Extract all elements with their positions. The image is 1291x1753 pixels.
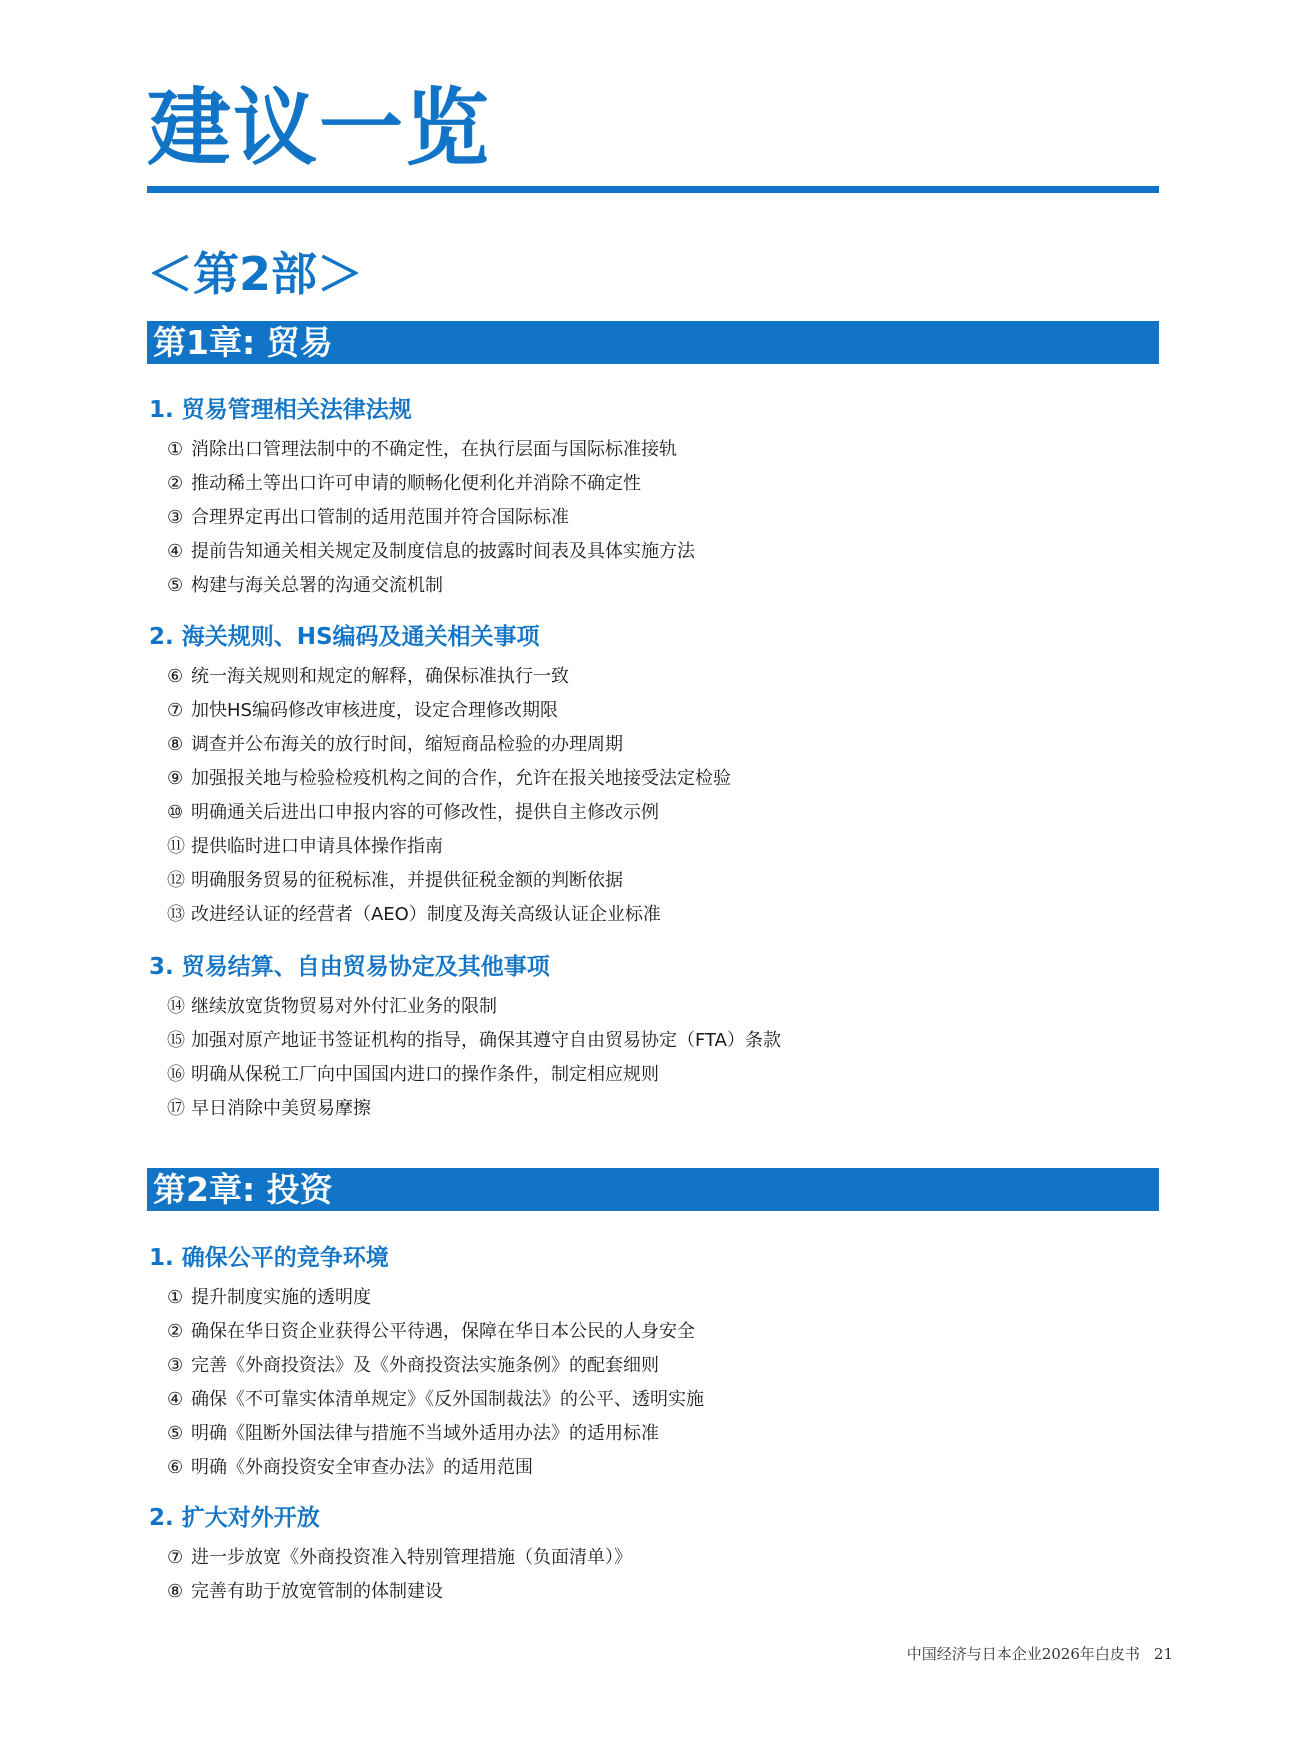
page-number: 21	[1153, 1645, 1173, 1663]
item-number: ⑬	[167, 904, 185, 925]
item-text: 改进经认证的经营者（AEO）制度及海关高级认证企业标准	[191, 904, 661, 925]
item-number: ⑩	[167, 802, 184, 823]
list-item	[167, 501, 695, 535]
list-item	[167, 1058, 781, 1092]
item-text: 明确从保税工厂向中国国内进口的操作条件，制定相应规则	[191, 1064, 659, 1085]
section-title: 1. 贸易管理相关法律法规	[149, 397, 412, 423]
chapter-1-banner	[147, 321, 1159, 364]
item-text: 继续放宽货物贸易对外付汇业务的限制	[191, 996, 497, 1017]
list-item	[167, 1024, 781, 1058]
item-number: ⑰	[167, 1098, 185, 1119]
list-item	[167, 796, 731, 830]
chapter-2-section-2	[149, 1503, 632, 1609]
list-item	[167, 694, 731, 728]
item-number: ⑧	[167, 1581, 184, 1602]
list-item	[167, 762, 731, 796]
publication-title: 中国经济与日本企业2026年白皮书	[906, 1645, 1140, 1663]
chapter-2-title: 第2章: 投资	[153, 1170, 333, 1209]
item-text: 明确通关后进出口申报内容的可修改性，提供自主修改示例	[191, 802, 659, 823]
list-item	[167, 1417, 704, 1451]
recommendation-list	[149, 1281, 704, 1485]
item-text: 明确《阻断外国法律与措施不当域外适用办法》的适用标准	[191, 1423, 659, 1444]
item-number: ⑦	[167, 1547, 184, 1568]
item-text: 合理界定再出口管制的适用范围并符合国际标准	[191, 507, 569, 528]
item-text: 早日消除中美贸易摩擦	[191, 1098, 371, 1119]
list-item	[167, 569, 695, 603]
item-text: 明确《外商投资安全审查办法》的适用范围	[191, 1457, 533, 1478]
list-item	[167, 830, 731, 864]
section-title: 2. 海关规则、HS编码及通关相关事项	[149, 624, 540, 650]
item-number: ⑨	[167, 768, 184, 789]
item-number: ⑥	[167, 666, 184, 687]
list-item	[167, 1541, 632, 1575]
recommendation-list	[149, 990, 781, 1126]
item-number: ④	[167, 541, 184, 562]
list-item	[167, 898, 731, 932]
section-title: 2. 扩大对外开放	[149, 1505, 320, 1531]
item-text: 统一海关规则和规定的解释，确保标准执行一致	[191, 666, 569, 687]
item-text: 完善有助于放宽管制的体制建设	[191, 1581, 443, 1602]
item-number: ③	[167, 507, 184, 528]
page-footer	[907, 1643, 1173, 1664]
item-number: ①	[167, 439, 184, 460]
item-text: 进一步放宽《外商投资准入特别管理措施（负面清单）》	[191, 1547, 632, 1568]
recommendation-list	[149, 1541, 632, 1609]
item-number: ③	[167, 1355, 184, 1376]
section-title: 1. 确保公平的竞争环境	[149, 1245, 389, 1271]
item-number: ⑭	[167, 996, 185, 1017]
chapter-1-section-2	[149, 622, 731, 932]
list-item	[167, 1383, 704, 1417]
item-text: 加快HS编码修改审核进度，设定合理修改期限	[191, 700, 558, 721]
item-number: ⑥	[167, 1457, 184, 1478]
list-item	[167, 728, 731, 762]
item-text: 加强报关地与检验检疫机构之间的合作，允许在报关地接受法定检验	[191, 768, 731, 789]
item-number: ②	[167, 473, 184, 494]
chapter-1-title: 第1章: 贸易	[153, 323, 333, 362]
item-text: 明确服务贸易的征税标准，并提供征税金额的判断依据	[191, 870, 623, 891]
item-number: ⑪	[167, 836, 185, 857]
item-number: ④	[167, 1389, 184, 1410]
item-number: ⑧	[167, 734, 184, 755]
item-text: 确保《不可靠实体清单规定》《反外国制裁法》的公平、透明实施	[191, 1389, 704, 1410]
item-text: 确保在华日资企业获得公平待遇，保障在华日本公民的人身安全	[191, 1321, 695, 1342]
chapter-2-section-1	[149, 1243, 704, 1485]
item-number: ②	[167, 1321, 184, 1342]
list-item	[167, 864, 731, 898]
chapter-2-banner	[147, 1168, 1159, 1211]
item-text: 提前告知通关相关规定及制度信息的披露时间表及具体实施方法	[191, 541, 695, 562]
item-number: ①	[167, 1287, 184, 1308]
page-title: 建议一览	[147, 79, 492, 177]
item-number: ⑤	[167, 575, 184, 596]
title-divider	[147, 186, 1159, 193]
list-item	[167, 1575, 632, 1609]
item-text: 构建与海关总署的沟通交流机制	[191, 575, 443, 596]
list-item	[167, 1281, 704, 1315]
recommendation-list	[149, 660, 731, 932]
recommendation-list	[149, 433, 695, 603]
item-number: ⑯	[167, 1064, 185, 1085]
item-text: 完善《外商投资法》及《外商投资法实施条例》的配套细则	[191, 1355, 659, 1376]
chapter-1-section-3	[149, 952, 781, 1126]
item-text: 提升制度实施的透明度	[191, 1287, 371, 1308]
part-title: ＜第2部＞	[147, 247, 364, 301]
item-text: 消除出口管理法制中的不确定性，在执行层面与国际标准接轨	[191, 439, 677, 460]
list-item	[167, 1315, 704, 1349]
item-number: ⑦	[167, 700, 184, 721]
list-item	[167, 660, 731, 694]
item-number: ⑮	[167, 1030, 185, 1051]
item-text: 加强对原产地证书签证机构的指导，确保其遵守自由贸易协定（FTA）条款	[191, 1030, 781, 1051]
item-text: 调查并公布海关的放行时间，缩短商品检验的办理周期	[191, 734, 623, 755]
item-text: 推动稀土等出口许可申请的顺畅化便利化并消除不确定性	[191, 473, 641, 494]
list-item	[167, 1349, 704, 1383]
item-number: ⑫	[167, 870, 185, 891]
item-text: 提供临时进口申请具体操作指南	[191, 836, 443, 857]
section-title: 3. 贸易结算、自由贸易协定及其他事项	[149, 954, 550, 980]
item-number: ⑤	[167, 1423, 184, 1444]
list-item	[167, 433, 695, 467]
list-item	[167, 535, 695, 569]
chapter-1-section-1	[149, 395, 695, 603]
list-item	[167, 467, 695, 501]
list-item	[167, 1092, 781, 1126]
list-item	[167, 1451, 704, 1485]
list-item	[167, 990, 781, 1024]
